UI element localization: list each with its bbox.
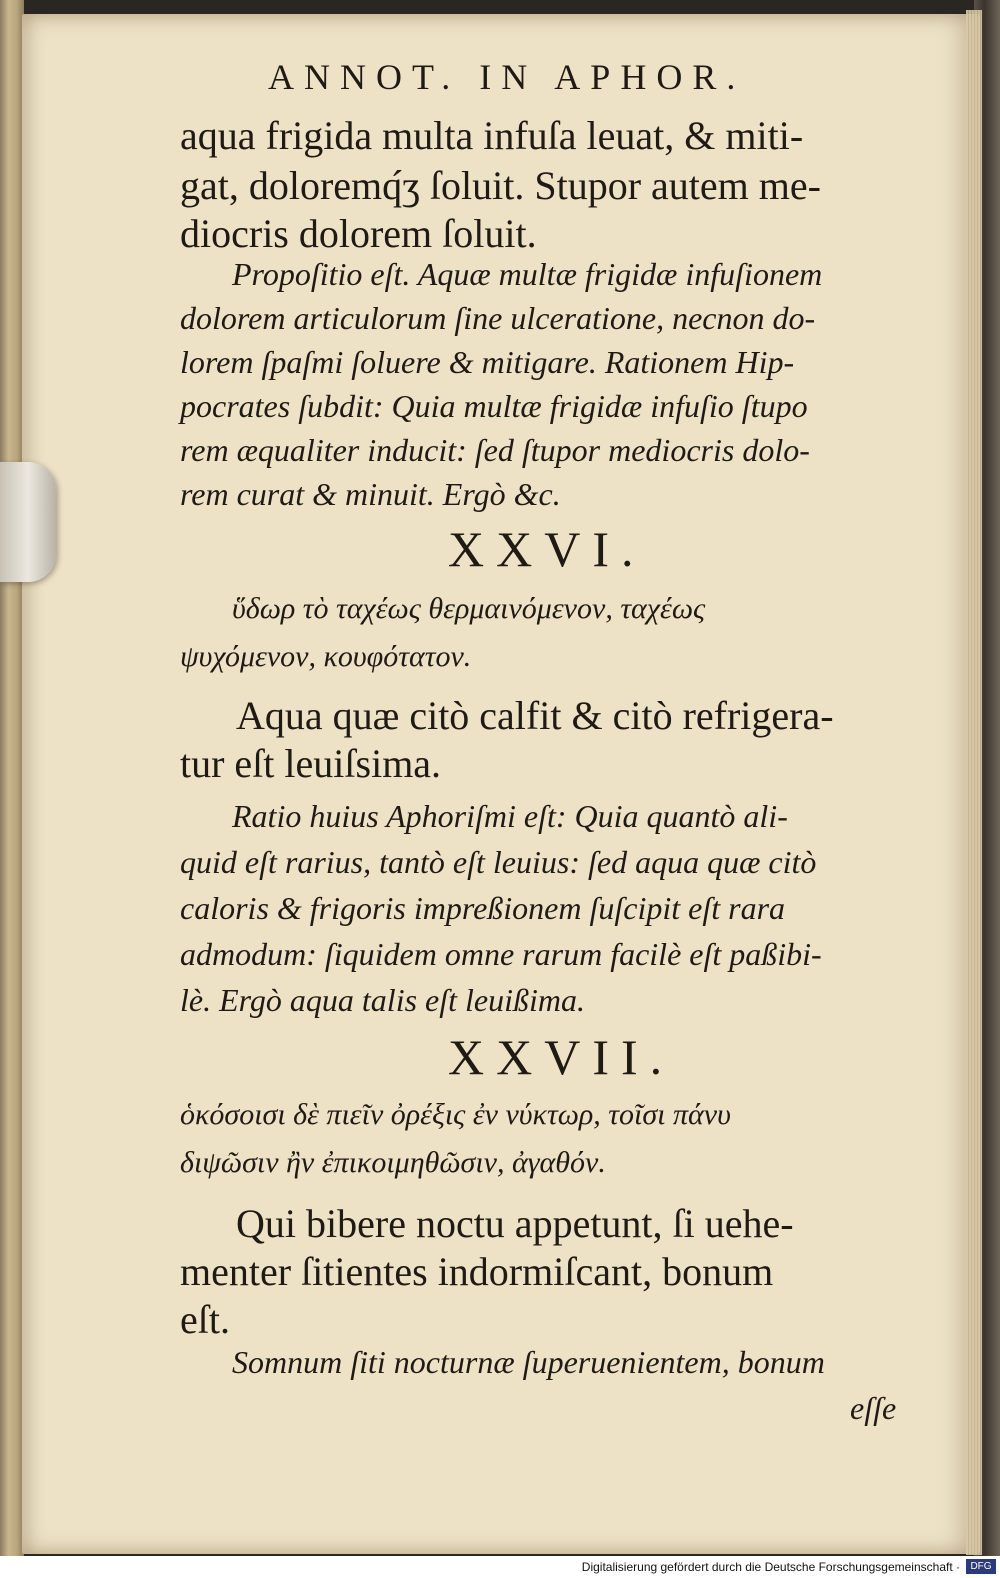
- section-heading-xxvii: XXVII.: [448, 1029, 675, 1085]
- text-line-8: rem æqualiter inducit: ſed ſtupor mediocris dolo-: [180, 432, 810, 468]
- text-line-17: admodum: ſiquidem omne rarum facilè eſt paßibi-: [180, 936, 822, 972]
- page-clip: [0, 462, 56, 582]
- greek-line-4: διψῶσιν ἢν ἐπικοιμηθῶσιν, ἀγαθόν.: [180, 1146, 606, 1179]
- page-edges: [966, 10, 982, 1555]
- text-line-23: Qui bibere noctu appetunt, ſi uehe-: [236, 1201, 794, 1246]
- text-line-12: Aqua quæ citò calfit & citò refrigera-: [236, 693, 834, 738]
- text-line-5: dolorem articulorum ſine ulceratione, necnon do-: [180, 300, 816, 336]
- text-line-16: caloris & frigoris impreßionem ſuſcipit eſt rara: [180, 890, 786, 926]
- catchword: eſſe: [850, 1390, 897, 1426]
- text-line-15: quid eſt rarius, tantò eſt leuius: ſed aqua quæ citò: [180, 844, 817, 880]
- text-line-2: gat, doloremq́ʒ ſoluit. Stupor autem me-: [180, 163, 821, 208]
- book-cover-edge: [0, 0, 24, 1578]
- greek-line-3: ὁκόσοισι δὲ πιεῖν ὀρέξις ἐν νύκτωρ, τοῖσι πάνυ: [180, 1098, 731, 1131]
- text-line-7: pocrates ſubdit: Quia multæ frigidæ infuſio ſtupo: [180, 388, 808, 424]
- greek-line-2: ψυχόμενον, κουφότατον.: [180, 640, 472, 673]
- text-line-14: Ratio huius Aphoriſmi eſt: Quia quantò ali-: [232, 798, 788, 834]
- section-heading-xxvi: XXVI.: [448, 521, 646, 577]
- text-line-4: Propoſitio eſt. Aquæ multæ frigidæ infuſionem: [232, 256, 823, 292]
- text-line-18: lè. Ergò aqua talis eſt leuißima.: [180, 982, 585, 1018]
- greek-line-1: ὕδωρ τὸ ταχέως θερμαινόμενον, ταχέως: [232, 592, 706, 625]
- text-line-13: tur eſt leuiſsima.: [180, 741, 442, 786]
- text-line-9: rem curat & minuit. Ergò &c.: [180, 476, 561, 512]
- footer-credit: Digitalisierung gefördert durch die Deutsche Forschungsgemeinschaft ·: [581, 1560, 960, 1574]
- digitization-footer: [0, 1556, 1000, 1578]
- dfg-logo: DFG: [966, 1559, 996, 1574]
- text-line-26: Somnum ſiti nocturnæ ſuperuenientem, bonum: [232, 1344, 825, 1380]
- text-line-1: aqua frigida multa infuſa leuat, & miti-: [180, 113, 804, 158]
- text-line-3: diocris dolorem ſoluit.: [180, 211, 537, 256]
- text-line-25: eſt.: [180, 1297, 230, 1342]
- text-line-6: lorem ſpaſmi ſoluere & mitigare. Rationem Hip-: [180, 344, 795, 380]
- running-title: ANNOT. IN APHOR.: [268, 57, 746, 97]
- text-line-24: menter ſitientes indormiſcant, bonum: [180, 1249, 774, 1294]
